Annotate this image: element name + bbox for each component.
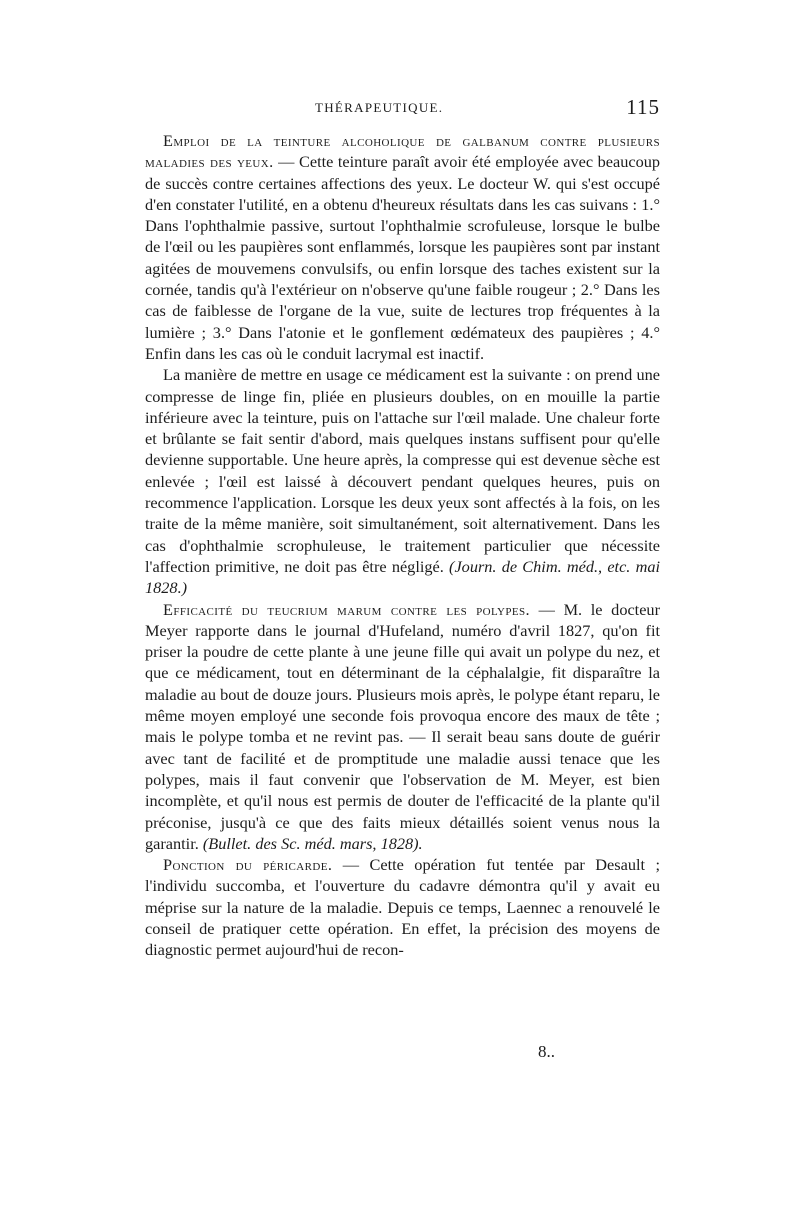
article-text: La manière de mettre en usage ce médicament est la suivante : on prend une compresse de linge fin, pliée en plusieurs doubles, on en mouille la partie inférieure avec la teinture, puis on l'attache sur l'œil malade. Une chaleur forte et brûlante se fait sentir d'abord, mais quelques instans suffisent pour qu'elle devienne supportable. Une heure après, la compresse qui est devenue sèche est enlevée ; l'œil est laissé à découvert pendant quelques heures, puis on recommence l'application. Lorsque les deux yeux sont affectés à la fois, on les traite de la même manière, soit simultanément, soit alternativement. Dans les cas d'ophthalmie scrophuleuse, le traitement particulier que nécessite l'affection primitive, ne doit pas être négligé.	[145, 365, 660, 576]
article-text: — Cette teinture paraît avoir été employée avec beaucoup de succès contre certaines affections des yeux. Le docteur W. qui s'est occupé d'en constater l'utilité, en a obtenu d'heureux résultats dans les cas suivans : 1.° Dans l'ophthalmie passive, surtout l'ophthalmie scrofuleuse, lorsque le bulbe de l'œil ou les paupières sont enflammés, lorsque les paupières sont par instant agitées de mouvemens convulsifs, ou enfin lorsque des taches existent sur la cornée, tandis qu'à l'extérieur on n'observe qu'une faible rougeur ; 2.° Dans les cas de faiblesse de l'organe de la vue, suite de lectures trop fréquentes à la lumière ; 3.° Dans l'atonie et le gonflement œdémateux des paupières ; 4.° Enfin dans les cas où le conduit lacrymal est inactif.	[145, 152, 661, 363]
page-header	[145, 95, 660, 124]
article-citation: (Bullet. des Sc. méd. mars, 1828).	[202, 833, 423, 853]
article-text: — M. le docteur Meyer rapporte dans le journal d'Hufeland, numéro d'avril 1827, qu'on fit priser la poudre de cette plante à une jeune fille qui avait un polype du nez, et que ce médicament, tout en déterminant de la céphalalgie, fit disparaître la maladie au bout de douze jours. Plusieurs mois après, le polype étant reparu, le même moyen employé une seconde fois provoqua encore des maux de tête ; mais le polype tomba et ne revint pas. — Il serait beau sans doute de guérir avec tant de facilité et de promptitude une maladie aussi tenace que les polypes, mais il faut convenir que l'observation de M. Meyer, est bien incomplète, et qu'il nous est permis de douter de l'efficacité de la plante qu'il préconise, jusqu'à ce que des faits mieux détaillés soient venus nous la garantir.	[145, 599, 660, 853]
article-text: — Cette opération fut tentée par Desault ; l'individu succomba, et l'ouverture du cadavre démontra qu'il y avait eu méprise sur la nature de la maladie. Depuis ce temps, Laennec a renouvelé le conseil de pratiquer cette opération. En effet, la précision des moyens de diagnostic permet aujourd'hui de recon-	[145, 855, 661, 960]
article-title-teucrium: Efficacité du teucrium marum contre les polypes.	[163, 599, 530, 619]
signature-mark: 8..	[538, 1042, 555, 1061]
article-title-galbanum: Emploi de la teinture alcoholique de galbanum contre plusieurs maladies des yeux.	[145, 131, 660, 172]
page-body	[145, 130, 660, 961]
running-head: THÉRAPEUTIQUE.	[315, 100, 444, 115]
article-title-pericarde: Ponction du péricarde.	[163, 855, 333, 875]
article-galbanum-intro	[145, 130, 660, 364]
article-galbanum-usage	[145, 364, 660, 598]
article-teucrium	[145, 599, 660, 855]
article-pericarde	[145, 854, 660, 960]
article-citation: (Journ. de Chim. méd., etc. mai 1828.)	[145, 556, 661, 598]
page-number: 115	[626, 95, 660, 119]
